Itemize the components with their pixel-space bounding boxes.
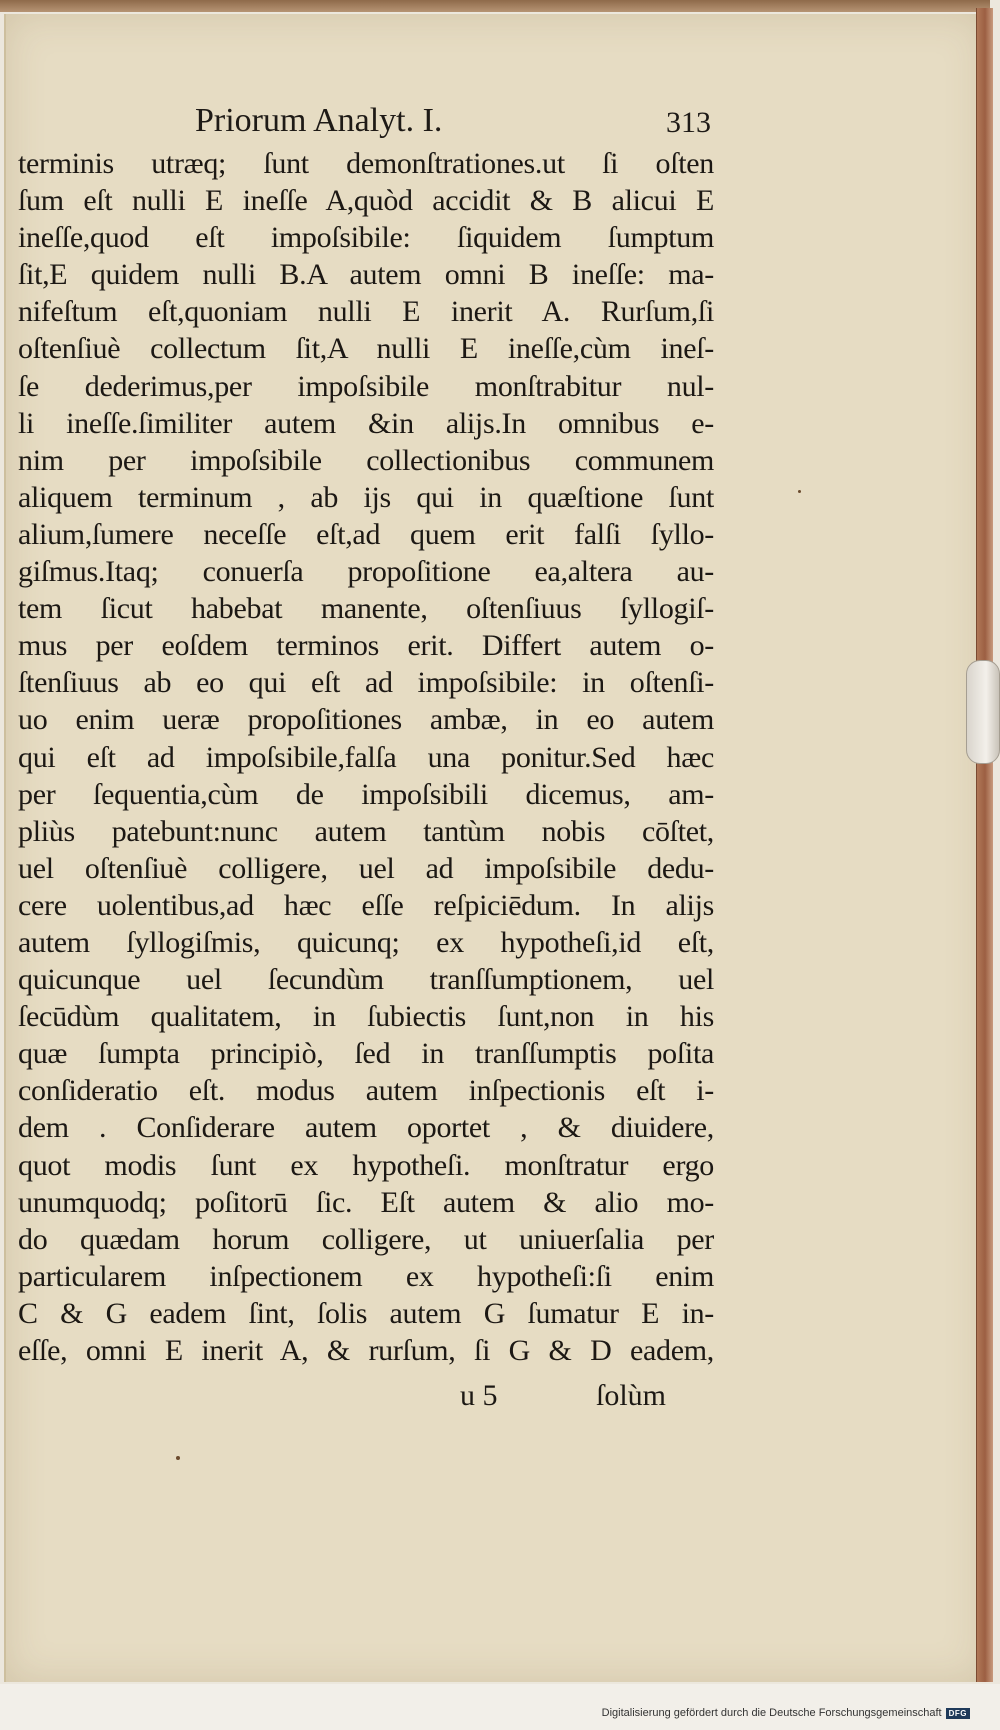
text-line: ſit,E quidem nulli B.A autem omni B ineſſe: ma- (18, 258, 714, 292)
text-line: do quædam horum colligere, ut uniuerſalia per (18, 1222, 714, 1256)
text-line: cere uolentibus,ad hæc eſſe reſpiciēdum. In alijs (18, 888, 714, 922)
body-text (18, 145, 714, 1369)
text-line: dem . Conſiderare autem oportet , & diuidere, (18, 1111, 714, 1145)
text-line: terminis utræq; ſunt demonſtrationes.ut ſi oſten (18, 147, 714, 180)
text-line: uel oſtenſiuè colligere, uel ad impoſsibile dedu- (18, 851, 714, 885)
ink-speck (176, 1456, 180, 1460)
text-line: giſmus.Itaq; conuerſa propoſitione ea,altera au- (18, 555, 714, 589)
book-top-edge (0, 0, 990, 12)
text-line: alium,ſumere neceſſe eſt,ad quem erit falſi ſyllo- (18, 517, 714, 551)
text-line: nifeſtum eſt,quoniam nulli E inerit A. Rurſum,ſi (18, 295, 714, 329)
page-number: 313 (666, 106, 711, 139)
dfg-logo-icon: DFG (946, 1708, 970, 1719)
text-line: nim per impoſsibile collectionibus communem (18, 443, 714, 477)
signature-mark: u 5 (460, 1379, 498, 1412)
text-line: ſtenſiuus ab eo qui eſt ad impoſsibile: in oſtenſi- (18, 666, 714, 700)
page-holder-clip (966, 660, 1000, 764)
text-line: li ineſſe.ſimiliter autem &in alijs.In omnibus e- (18, 406, 714, 440)
text-line: conſideratio eſt. modus autem inſpectionis eſt i- (18, 1074, 714, 1108)
text-line: quæ ſumpta principiò, ſed in tranſſumptis poſita (18, 1037, 714, 1071)
text-line: autem ſyllogiſmis, quicunq; ex hypotheſi,id eſt, (18, 925, 714, 959)
running-header (195, 100, 715, 142)
text-line: eſſe, omni E inerit A, & rurſum, ſi G & D eadem, (18, 1334, 714, 1367)
text-line: pliùs patebunt:nunc autem tantùm nobis cōſtet, (18, 814, 714, 848)
credit-text: Digitalisierung gefördert durch die Deutsche Forschungsgemeinschaft (601, 1707, 942, 1719)
text-line: quicunque uel ſecundùm tranſſumptionem, uel (18, 963, 714, 997)
ink-speck (798, 490, 801, 493)
text-line: mus per eoſdem terminos erit. Differt autem o- (18, 629, 714, 663)
text-line: oſtenſiuè collectum ſit,A nulli E ineſſe,cùm ineſ- (18, 332, 714, 366)
catchword: ſolùm (596, 1379, 667, 1412)
text-line: qui eſt ad impoſsibile,falſa una ponitur.Sed hæc (18, 740, 714, 774)
text-line: unumquodq; poſitorū ſic. Eſt autem & alio mo- (18, 1185, 714, 1219)
text-line: uo enim ueræ propoſitiones ambæ, in eo autem (18, 703, 714, 737)
text-line: ineſſe,quod eſt impoſsibile: ſiquidem ſumptum (18, 221, 714, 255)
text-line: ſe dederimus,per impoſsibile monſtrabitur nul- (18, 369, 714, 403)
text-line: quot modis ſunt ex hypotheſi. monſtratur ergo (18, 1148, 714, 1182)
text-line: ſecūdùm qualitatem, in ſubiectis ſunt,non in his (18, 1000, 714, 1034)
text-line: particularem inſpectionem ex hypotheſi:ſi enim (18, 1259, 714, 1293)
book-fore-edge (976, 8, 993, 1682)
digitization-credit (602, 1707, 970, 1719)
text-line: aliquem terminum , ab ijs qui in quæſtione ſunt (18, 480, 714, 514)
text-line: per ſequentia,cùm de impoſsibili dicemus, am- (18, 777, 714, 811)
text-line: C & G eadem ſint, ſolis autem G ſumatur E in- (18, 1296, 714, 1330)
running-title: Priorum Analyt. I. (195, 102, 443, 139)
text-line: tem ſicut habebat manente, oſtenſiuus ſyllogiſ- (18, 592, 714, 626)
text-line: ſum eſt nulli E ineſſe A,quòd accidit & B alicui E (18, 184, 714, 218)
